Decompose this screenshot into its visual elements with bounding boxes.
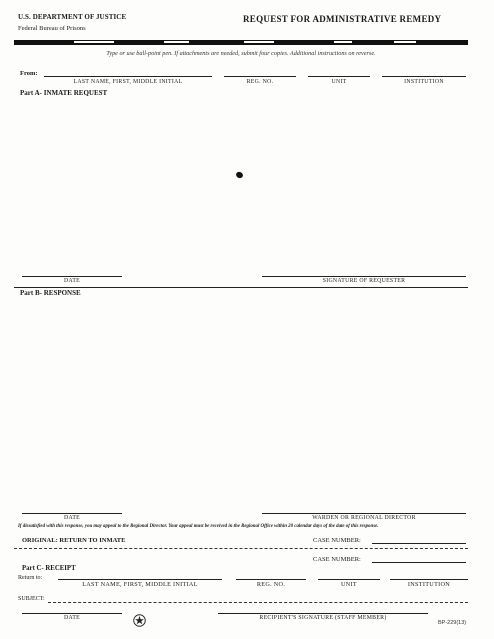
return-to-unit-caption: UNIT <box>341 581 357 588</box>
part-a-date-field[interactable] <box>22 276 122 277</box>
header-agency-block <box>18 13 126 32</box>
original-return-label: ORIGINAL: RETURN TO INMATE <box>22 537 126 544</box>
part-b-case-number-field[interactable] <box>372 543 466 544</box>
part-b-case-number-label: CASE NUMBER: <box>313 537 361 544</box>
header-band <box>14 40 468 45</box>
from-institution-caption: INSTITUTION <box>404 79 444 85</box>
from-reg-caption: REG. NO. <box>246 79 274 85</box>
part-a-date-caption: DATE <box>63 278 80 284</box>
return-to-institution-caption: INSTITUTION <box>407 581 451 588</box>
return-to-reg-caption: REG. NO. <box>256 581 286 588</box>
from-label: From: <box>20 70 38 77</box>
part-a-signature-caption: SIGNATURE OF REQUESTER <box>322 278 406 284</box>
return-to-name-field[interactable] <box>58 579 222 580</box>
part-c-title: Part C- RECEIPT <box>22 565 76 572</box>
from-name-caption: LAST NAME, FIRST, MIDDLE INITIAL <box>73 79 183 85</box>
subject-label: SUBJECT: <box>18 596 45 602</box>
from-institution-field[interactable] <box>382 76 466 77</box>
return-to-name-caption: LAST NAME, FIRST, MIDDLE INITIAL <box>82 581 198 588</box>
tear-line <box>14 548 468 549</box>
agency-name: U.S. DEPARTMENT OF JUSTICE <box>18 13 127 21</box>
bureau-name: Federal Bureau of Prisons <box>18 25 86 32</box>
part-a-signature-field[interactable] <box>262 276 466 277</box>
part-a-title: Part A- INMATE REQUEST <box>20 89 108 97</box>
form-instructions: Type or use ball-point pen. If attachments are needed, submit four copies. Additional instructions on reverse. <box>106 50 376 57</box>
part-b-date-field[interactable] <box>22 513 122 514</box>
return-to-unit-field[interactable] <box>318 579 380 580</box>
part-b-signature-caption: WARDEN OR REGIONAL DIRECTOR <box>312 515 416 521</box>
union-bug-icon <box>133 614 146 627</box>
part-c-date-caption: DATE <box>63 615 80 621</box>
part-b-date-caption: DATE <box>63 515 80 521</box>
form-title: REQUEST FOR ADMINISTRATIVE REMEDY <box>243 14 442 24</box>
from-reg-field[interactable] <box>224 76 296 77</box>
part-c-case-number-label: CASE NUMBER: <box>313 556 361 563</box>
form-number: BP-229(13) <box>438 620 467 626</box>
part-c-date-field[interactable] <box>22 613 122 614</box>
part-a-divider <box>14 287 468 288</box>
subject-field[interactable] <box>48 602 468 603</box>
part-b-title: Part B- RESPONSE <box>20 289 81 297</box>
return-to-label: Return to: <box>18 575 43 581</box>
ink-spot <box>235 171 244 179</box>
part-c-signature-caption: RECIPIENT'S SIGNATURE (STAFF MEMBER) <box>259 615 387 621</box>
part-c-case-number-field[interactable] <box>372 562 466 563</box>
part-b-signature-field[interactable] <box>262 513 466 514</box>
return-to-institution-field[interactable] <box>390 579 468 580</box>
from-unit-caption: UNIT <box>331 79 347 85</box>
return-to-reg-field[interactable] <box>236 579 306 580</box>
from-unit-field[interactable] <box>308 76 370 77</box>
appeal-note: If dissatisfied with this response, you may appeal to the Regional Director. Your appeal must be received in the Regional Office within 20 calendar days of the date of this response. <box>18 524 379 529</box>
from-name-field[interactable] <box>44 76 212 77</box>
part-c-signature-field[interactable] <box>218 613 428 614</box>
